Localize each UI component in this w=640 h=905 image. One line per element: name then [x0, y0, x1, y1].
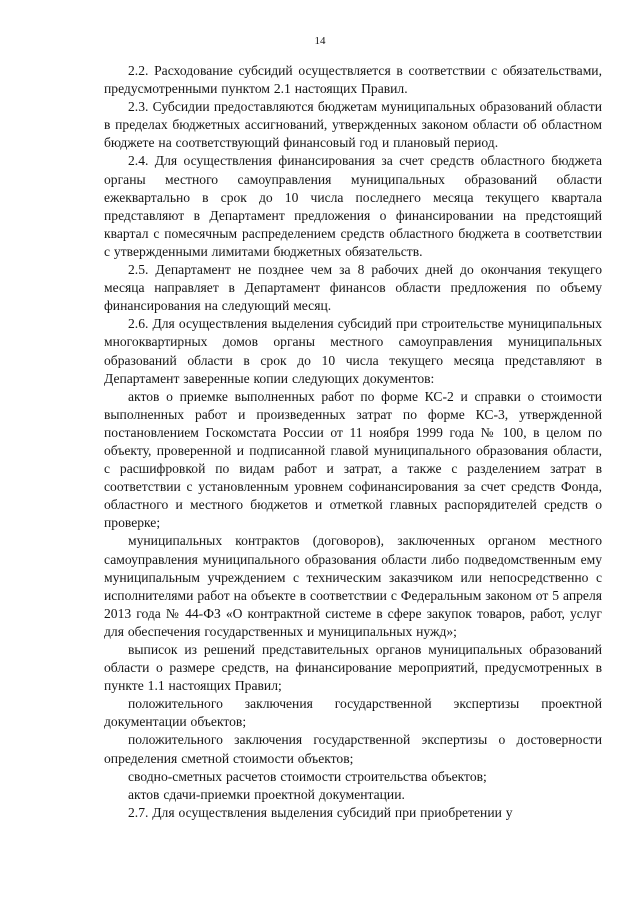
paragraph-2-2: 2.2. Расходование субсидий осуществляется в соответствии с обязательствами, предусмотренными пунктом 2.1 настоящих Правил. — [104, 63, 602, 97]
list-item-acts-ks2: актов о приемке выполненных работ по форме КС-2 и справки о стоимости выполненных работ и произведенных затрат по форме КС-3, утвержденной постановлением Госкомстата России от 11 ноября 1999 года № 100, в целом по объекту, проверенной и подписанной главой муниципального образования области, с расшифровкой по видам работ и затрат, а также с разделением затрат в соответствии с установленным уровнем софинансирования за счет средств Фонда, областного и местного бюджетов и отметкой главных распорядителей средств о проверке; — [104, 388, 602, 531]
paragraph-2-4: 2.4. Для осуществления финансирования за счет средств областного бюджета органы местного самоуправления муниципальных образований области ежеквартально в срок до 10 числа последнего месяца текущего квартала представляют в Департамент предложения о финансировании на предстоящий квартал с помесячным распределением средств областного бюджета в соответствии с утвержденными лимитами бюджетных обязательств. — [104, 153, 602, 259]
paragraph-2-3: 2.3. Субсидии предоставляются бюджетам муниципальных образований области в пределах бюджетных ассигнований, утвержденных законом области об областном бюджете на соответствующий финансовый год и плановый период. — [104, 99, 602, 151]
list-item-decision-extracts: выписок из решений представительных органов муниципальных образований области о размере средств, на финансирование мероприятий, предусмотренных в пункте 1.1 настоящих Правил; — [104, 642, 602, 694]
paragraph-2-7: 2.7. Для осуществления выделения субсидий при приобретении у — [128, 804, 513, 820]
page-number: 14 — [314, 35, 326, 47]
list-item-municipal-contracts: муниципальных контрактов (договоров), заключенных органом местного самоуправления муниципального образования области либо подведомственным ему муниципальным учреждением с техническим заказчиком или непосредственно с исполнителями работ на объекте в соответствии с Федеральным законом от 5 апреля 2013 года № 44-ФЗ «О контрактной системе в сфере закупок товаров, работ, услуг для обеспечения государственных и муниципальных нужд»; — [104, 533, 602, 639]
paragraph-2-5: 2.5. Департамент не позднее чем за 8 рабочих дней до окончания текущего месяца направляет в Департамент финансов области предложения по объему финансирования на следующий месяц. — [104, 262, 602, 314]
list-item-cost-calculations: сводно-сметных расчетов стоимости строительства объектов; — [128, 768, 487, 784]
paragraph-2-6: 2.6. Для осуществления выделения субсидий при строительстве муниципальных многоквартирных домов органы местного самоуправления муниципальных образований области в срок до 10 числа текущего месяца представляют в Департамент заверенные копии следующих документов: — [104, 316, 602, 386]
list-item-expertise-estimate: положительного заключения государственной экспертизы о достоверности определения сметной стоимости объектов; — [104, 732, 602, 766]
document-body — [104, 62, 602, 822]
list-item-expertise-design: положительного заключения государственной экспертизы проектной документации объектов; — [104, 696, 602, 730]
list-item-acceptance-acts: актов сдачи-приемки проектной документации. — [128, 786, 405, 802]
